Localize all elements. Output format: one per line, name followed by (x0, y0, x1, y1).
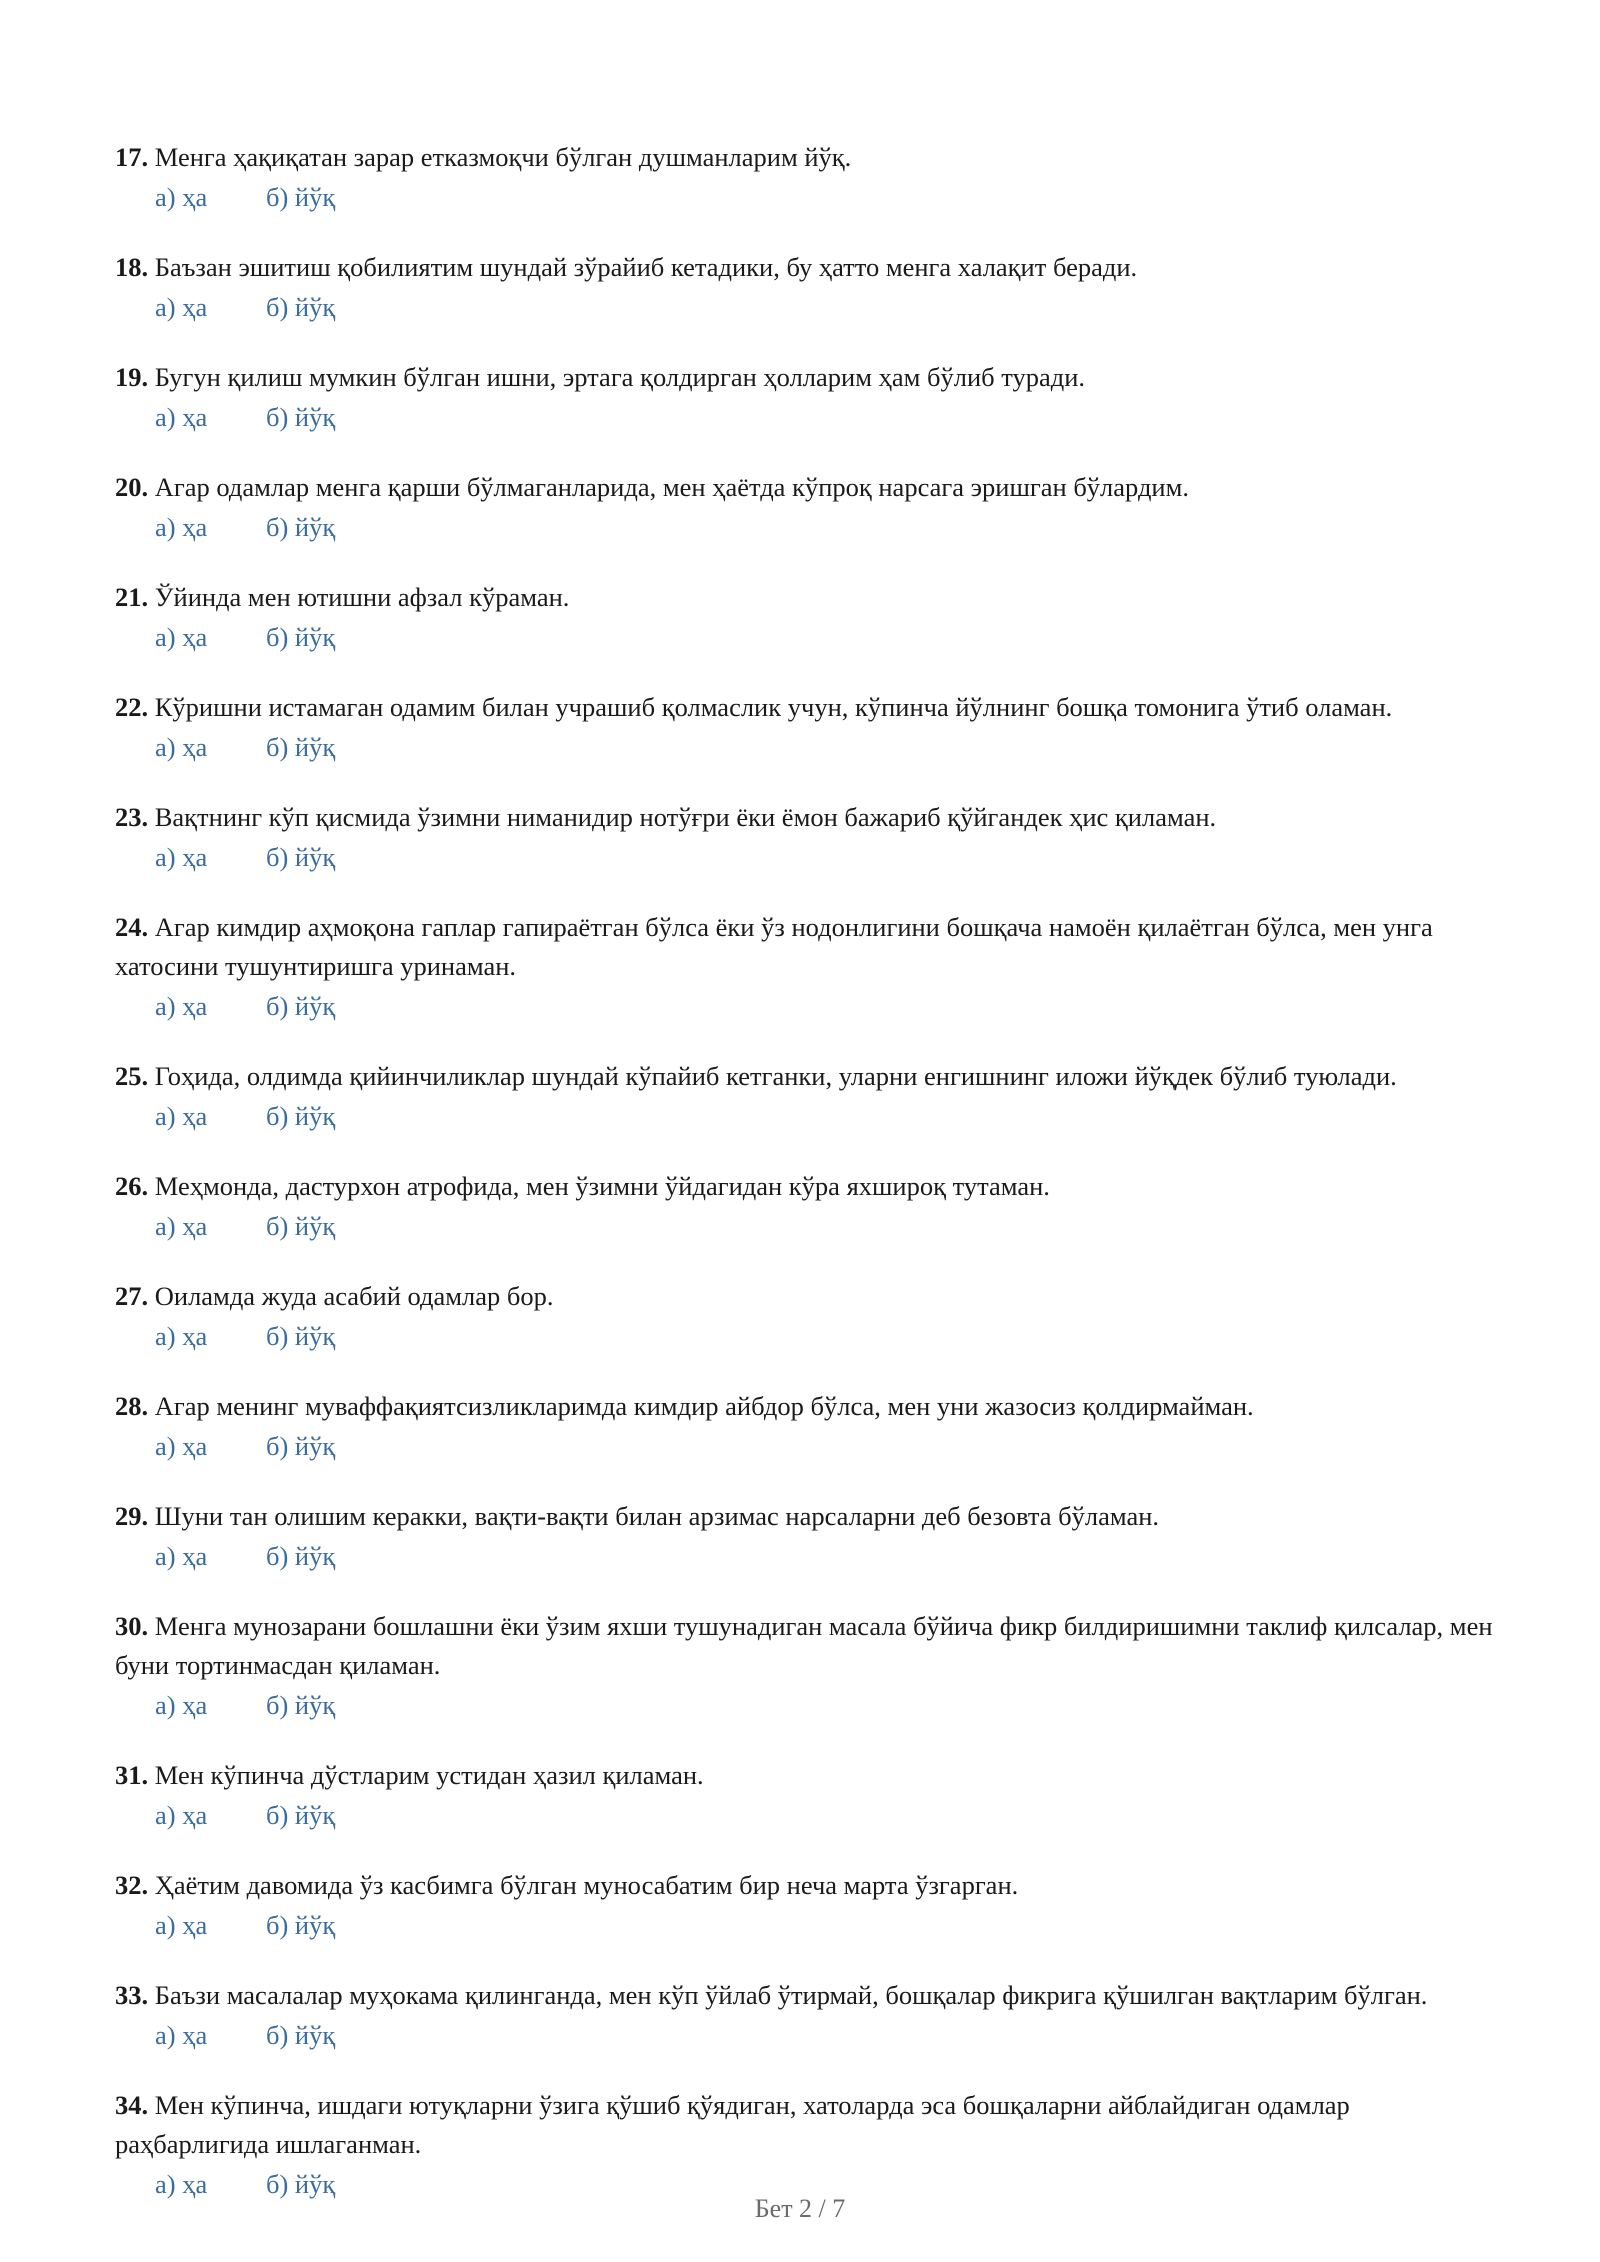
question-item (115, 798, 1505, 877)
question-statement: Баъзи масалалар муҳокама қилинганда, мен кўп ўйлаб ўтирмай, бошқалар фикрига қўшилган вақтларим бўлган. (154, 1980, 1428, 2010)
answer-no-option[interactable]: б) йўқ (266, 1211, 336, 1241)
question-item (115, 1057, 1505, 1136)
question-item (115, 1277, 1505, 1356)
question-item (115, 578, 1505, 657)
answer-yes-option[interactable]: а) ҳа (155, 1101, 208, 1131)
answer-no-option[interactable]: б) йўқ (266, 292, 336, 322)
question-number: 20. (115, 472, 149, 502)
answer-options (155, 2016, 1505, 2055)
answer-yes-option[interactable]: а) ҳа (155, 2169, 208, 2199)
answer-no-option[interactable]: б) йўқ (266, 1541, 336, 1571)
question-statement: Менга ҳақиқатан зарар етказмоқчи бўлган душманларим йўқ. (154, 142, 852, 172)
answer-yes-option[interactable]: а) ҳа (155, 1541, 208, 1571)
question-number: 19. (115, 362, 149, 392)
answer-yes-option[interactable]: а) ҳа (155, 732, 208, 762)
question-statement: Меҳмонда, дастурхон атрофида, мен ўзимни ўйдагидан кўра яхшироқ тутаман. (154, 1171, 1050, 1201)
answer-yes-option[interactable]: а) ҳа (155, 1800, 208, 1830)
question-text (115, 798, 1505, 837)
question-number: 22. (115, 692, 149, 722)
answer-options (155, 178, 1505, 217)
question-text (115, 1387, 1505, 1426)
answer-options (155, 838, 1505, 877)
answer-yes-option[interactable]: а) ҳа (155, 182, 208, 212)
question-number: 29. (115, 1501, 149, 1531)
answer-options (155, 618, 1505, 657)
question-item (115, 2086, 1505, 2204)
page-number: Бет 2 / 7 (754, 2194, 846, 2223)
question-text (115, 1167, 1505, 1206)
answer-options (155, 1537, 1505, 1576)
question-text (115, 358, 1505, 397)
answer-options (155, 508, 1505, 547)
answer-yes-option[interactable]: а) ҳа (155, 622, 208, 652)
question-number: 31. (115, 1760, 149, 1790)
answer-no-option[interactable]: б) йўқ (266, 1910, 336, 1940)
answer-options (155, 1686, 1505, 1725)
question-statement: Мен кўпинча, ишдаги ютуқларни ўзига қўшиб қўядиган, хатоларда эса бошқаларни айблайдиган одамлар раҳбарлигида ишлаганман. (115, 2090, 1350, 2159)
question-item (115, 468, 1505, 547)
question-text (115, 2086, 1505, 2164)
answer-no-option[interactable]: б) йўқ (266, 622, 336, 652)
question-number: 23. (115, 802, 149, 832)
answer-no-option[interactable]: б) йўқ (266, 512, 336, 542)
question-text (115, 908, 1505, 986)
question-number: 28. (115, 1391, 149, 1421)
answer-yes-option[interactable]: а) ҳа (155, 1211, 208, 1241)
answer-no-option[interactable]: б) йўқ (266, 842, 336, 872)
question-item (115, 1756, 1505, 1835)
answer-no-option[interactable]: б) йўқ (266, 1431, 336, 1461)
answer-yes-option[interactable]: а) ҳа (155, 2020, 208, 2050)
question-item (115, 688, 1505, 767)
answer-options (155, 398, 1505, 437)
answer-yes-option[interactable]: а) ҳа (155, 1321, 208, 1351)
question-statement: Ҳаётим давомида ўз касбимга бўлган муносабатим бир неча марта ўзгарган. (154, 1870, 1019, 1900)
answer-options (155, 1097, 1505, 1136)
answer-no-option[interactable]: б) йўқ (266, 991, 336, 1021)
question-item (115, 1866, 1505, 1945)
question-item (115, 1167, 1505, 1246)
answer-yes-option[interactable]: а) ҳа (155, 842, 208, 872)
answer-no-option[interactable]: б) йўқ (266, 1690, 336, 1720)
question-statement: Бугун қилиш мумкин бўлган ишни, эртага қолдирган ҳолларим ҳам бўлиб туради. (154, 362, 1086, 392)
answer-no-option[interactable]: б) йўқ (266, 1800, 336, 1830)
question-number: 21. (115, 582, 149, 612)
question-statement: Мен кўпинча дўстларим устидан ҳазил қиламан. (154, 1760, 704, 1790)
answer-yes-option[interactable]: а) ҳа (155, 292, 208, 322)
answer-options (155, 1317, 1505, 1356)
question-text (115, 1277, 1505, 1316)
question-item (115, 1497, 1505, 1576)
question-number: 26. (115, 1171, 149, 1201)
question-number: 34. (115, 2090, 149, 2120)
answer-no-option[interactable]: б) йўқ (266, 732, 336, 762)
question-number: 17. (115, 142, 149, 172)
question-number: 24. (115, 912, 149, 942)
answer-no-option[interactable]: б) йўқ (266, 1321, 336, 1351)
answer-no-option[interactable]: б) йўқ (266, 1101, 336, 1131)
question-item (115, 1387, 1505, 1466)
answer-yes-option[interactable]: а) ҳа (155, 1431, 208, 1461)
question-item (115, 358, 1505, 437)
answer-no-option[interactable]: б) йўқ (266, 182, 336, 212)
question-statement: Шуни тан олишим керакки, вақти-вақти билан арзимас нарсаларни деб безовта бўламан. (154, 1501, 1160, 1531)
question-list (115, 138, 1505, 2204)
question-text (115, 1756, 1505, 1795)
question-statement: Оиламда жуда асабий одамлар бор. (154, 1281, 554, 1311)
question-text (115, 1976, 1505, 2015)
answer-yes-option[interactable]: а) ҳа (155, 991, 208, 1021)
answer-no-option[interactable]: б) йўқ (266, 2020, 336, 2050)
answer-options (155, 1427, 1505, 1466)
questionnaire-page (115, 138, 1505, 2235)
question-statement: Агар менинг муваффақиятсизликларимда кимдир айбдор бўлса, мен уни жазосиз қолдирмайман. (154, 1391, 1254, 1421)
question-text (115, 1607, 1505, 1685)
answer-no-option[interactable]: б) йўқ (266, 2169, 336, 2199)
question-text (115, 578, 1505, 617)
question-text (115, 688, 1505, 727)
question-number: 33. (115, 1980, 149, 2010)
question-item (115, 1976, 1505, 2055)
question-statement: Вақтнинг кўп қисмида ўзимни ниманидир нотўғри ёки ёмон бажариб қўйгандек ҳис қиламан. (154, 802, 1217, 832)
answer-options (155, 987, 1505, 1026)
question-text (115, 1497, 1505, 1536)
answer-yes-option[interactable]: а) ҳа (155, 1910, 208, 1940)
answer-yes-option[interactable]: а) ҳа (155, 1690, 208, 1720)
question-text (115, 1866, 1505, 1905)
answer-options (155, 1207, 1505, 1246)
answer-options (155, 288, 1505, 327)
question-statement: Менга мунозарани бошлашни ёки ўзим яхши тушунадиган масала бўйича фикр билдиришимни таклиф қилсалар, мен буни тортинмасдан қиламан. (115, 1611, 1493, 1680)
answer-options (155, 1906, 1505, 1945)
question-text (115, 248, 1505, 287)
answer-options (155, 728, 1505, 767)
question-number: 32. (115, 1870, 149, 1900)
question-item (115, 1607, 1505, 1725)
question-statement: Ўйинда мен ютишни афзал кўраман. (154, 582, 570, 612)
question-item (115, 138, 1505, 217)
question-item (115, 908, 1505, 1026)
answer-options (155, 1796, 1505, 1835)
answer-yes-option[interactable]: а) ҳа (155, 512, 208, 542)
question-statement: Гоҳида, олдимда қийинчиликлар шундай кўпайиб кетганки, уларни енгишнинг иложи йўқдек бўлиб туюлади. (154, 1061, 1397, 1091)
question-statement: Агар кимдир аҳмоқона гаплар гапираётган бўлса ёки ўз нодонлигини бошқача намоён қилаётган бўлса, мен унга хатосини тушунтиришга уринаман. (115, 912, 1433, 981)
question-number: 27. (115, 1281, 149, 1311)
answer-yes-option[interactable]: а) ҳа (155, 402, 208, 432)
question-item (115, 248, 1505, 327)
question-text (115, 468, 1505, 507)
question-statement: Кўришни истамаган одамим билан учрашиб қолмаслик учун, кўпинча йўлнинг бошқа томонига ўтиб оламан. (154, 692, 1393, 722)
question-number: 25. (115, 1061, 149, 1091)
question-text (115, 138, 1505, 177)
question-number: 18. (115, 252, 149, 282)
answer-no-option[interactable]: б) йўқ (266, 402, 336, 432)
question-number: 30. (115, 1611, 149, 1641)
question-statement: Агар одамлар менга қарши бўлмаганларида, мен ҳаётда кўпроқ нарсага эришган бўлардим. (154, 472, 1190, 502)
question-statement: Баъзан эшитиш қобилиятим шундай зўрайиб кетадики, бу ҳатто менга халақит беради. (154, 252, 1138, 282)
question-text (115, 1057, 1505, 1096)
